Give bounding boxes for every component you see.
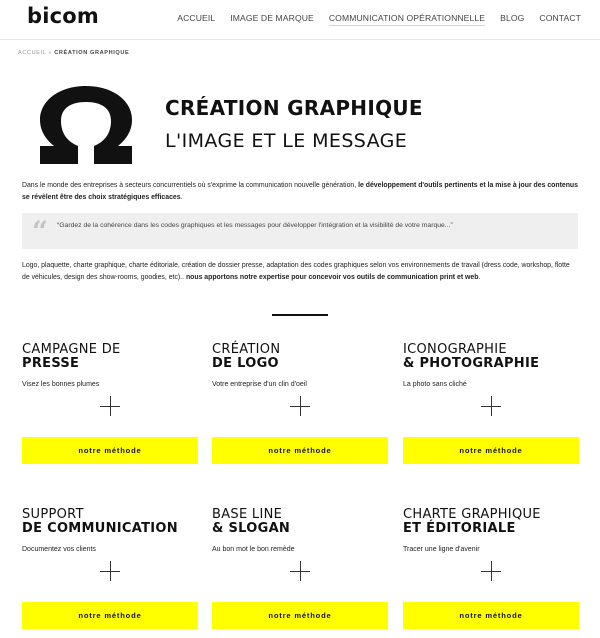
plus-icon[interactable] (290, 561, 310, 581)
notre-methode-button[interactable]: notre méthode (403, 437, 579, 464)
nav-communication-operationnelle[interactable]: COMMUNICATION OPÉRATIONNELLE (329, 13, 485, 26)
plus-icon[interactable] (100, 396, 120, 416)
card-title-line1: CAMPAGNE DE (22, 342, 121, 357)
intro-paragraph (22, 180, 578, 204)
card-title-line1: CHARTE GRAPHIQUE (403, 507, 541, 522)
service-card-charte-graphique (403, 507, 579, 620)
omega-icon (40, 86, 132, 164)
breadcrumb-current: CRÉATION GRAPHIQUE (54, 50, 130, 56)
card-subtitle: La photo sans cliché (403, 381, 467, 388)
card-title-line2: DE COMMUNICATION (22, 521, 178, 536)
card-subtitle: Tracer une ligne d'avenir (403, 546, 480, 553)
card-subtitle: Votre entreprise d'un clin d'oeil (212, 381, 307, 388)
body-end: . (478, 274, 481, 281)
site-logo[interactable]: bicom (27, 4, 99, 28)
card-title-line1: BASE LINE (212, 507, 283, 522)
nav-blog[interactable]: BLOG (500, 13, 525, 23)
service-card-iconographie (403, 342, 579, 455)
card-title-line2: PRESSE (22, 356, 80, 371)
card-title-line1: SUPPORT (22, 507, 84, 522)
intro-text: Dans le monde des entreprises à secteurs concurrentiels où s'exprime la communication nouvelle génération, (22, 182, 357, 189)
card-title-line2: & PHOTOGRAPHIE (403, 356, 540, 371)
body-bold: nous apportons notre expertise pour concevoir vos outils de communication print et web (185, 274, 479, 281)
service-card-campagne-presse (22, 342, 198, 455)
card-subtitle: Documentez vos clients (22, 546, 96, 553)
plus-icon[interactable] (481, 396, 501, 416)
quote-icon: “ (32, 215, 49, 248)
plus-icon[interactable] (290, 396, 310, 416)
nav-image-de-marque[interactable]: IMAGE DE MARQUE (230, 13, 314, 23)
nav-accueil[interactable]: ACCUEIL (177, 13, 216, 23)
site-header (0, 0, 600, 38)
breadcrumb-separator: » (48, 50, 53, 56)
card-title-line1: ICONOGRAPHIE (403, 342, 507, 357)
card-subtitle: Au bon mot le bon remède (212, 546, 295, 553)
page-title: CRÉATION GRAPHIQUE (165, 96, 423, 120)
service-card-creation-logo (212, 342, 388, 455)
body-text: Logo, plaquette, charte graphique, charte éditoriale, création de dossier presse, adaptation des codes graphiques selon vos environnements de travail (dress code, workshop, flotte de véhicules, design des show-rooms, goodies, etc).. (22, 262, 570, 281)
card-title-line2: ET ÉDITORIALE (403, 521, 516, 536)
card-title-line2: DE LOGO (212, 356, 279, 371)
service-card-support-communication (22, 507, 198, 620)
card-subtitle: Visez les bonnes plumes (22, 381, 100, 388)
notre-methode-button[interactable]: notre méthode (212, 602, 388, 629)
main-nav (162, 13, 581, 26)
quote-block (22, 213, 578, 249)
intro-end: . (180, 194, 183, 201)
plus-icon[interactable] (100, 561, 120, 581)
notre-methode-button[interactable]: notre méthode (212, 437, 388, 464)
quote-text: “Gardez de la cohérence dans les codes graphiques et les messages pour développer l'intégration et la visibilité de votre marque...” (57, 222, 453, 229)
page-subtitle: L'IMAGE ET LE MESSAGE (165, 130, 408, 152)
header-divider (0, 39, 600, 40)
nav-contact[interactable]: CONTACT (539, 13, 581, 23)
card-title-line2: & SLOGAN (212, 521, 291, 536)
intro-bold: le développement d'outils pertinents et la mise à jour des contenus se révèlent être des choix stratégiques efficaces (22, 182, 578, 201)
body-paragraph (22, 260, 578, 284)
notre-methode-button[interactable]: notre méthode (403, 602, 579, 629)
plus-icon[interactable] (481, 561, 501, 581)
notre-methode-button[interactable]: notre méthode (22, 602, 198, 629)
breadcrumb (18, 50, 129, 56)
service-card-base-line (212, 507, 388, 620)
notre-methode-button[interactable]: notre méthode (22, 437, 198, 464)
breadcrumb-home[interactable]: ACCUEIL (18, 50, 47, 56)
card-title-line1: CRÉATION (212, 342, 281, 357)
section-separator (272, 314, 328, 316)
